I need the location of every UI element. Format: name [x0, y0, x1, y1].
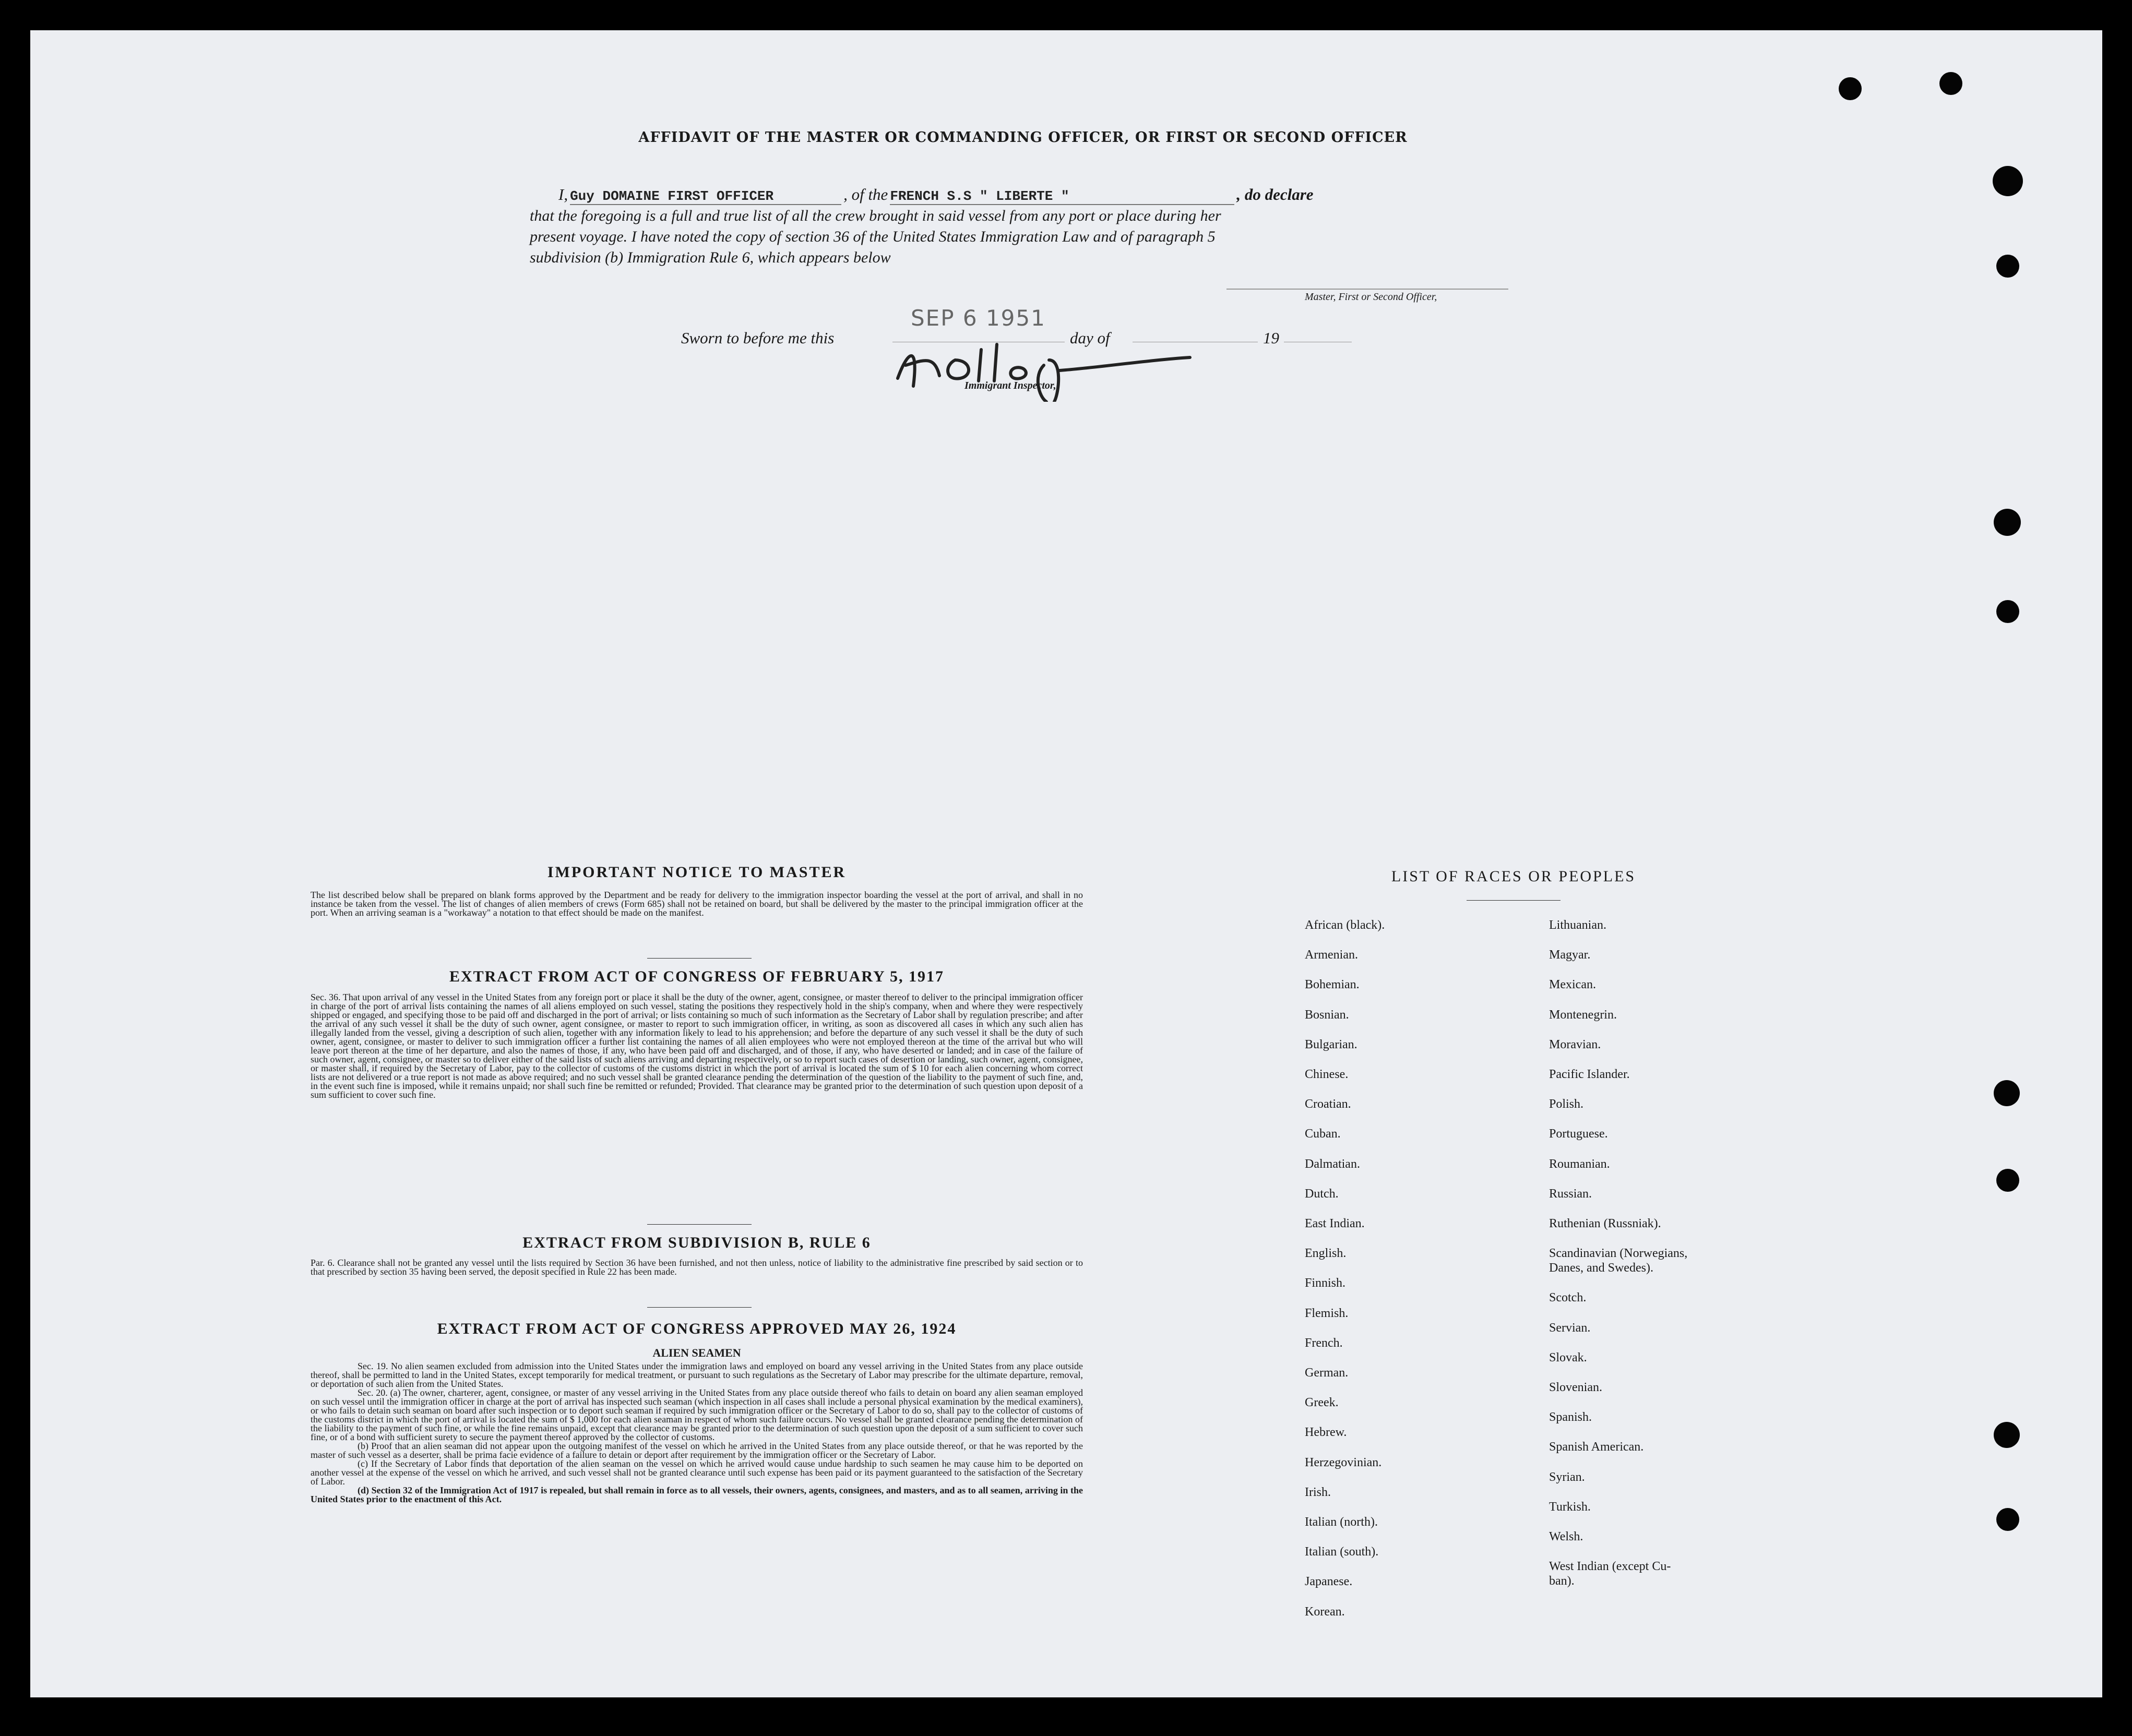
race-item: Italian (south).	[1305, 1545, 1379, 1559]
year-prefix: 19	[1263, 329, 1279, 347]
punch-hole	[1939, 72, 1962, 95]
notice-heading: IMPORTANT NOTICE TO MASTER	[547, 864, 847, 881]
race-item: Spanish American.	[1549, 1440, 1644, 1454]
races-heading: LIST OF RACES OR PEOPLES	[1391, 868, 1636, 885]
race-item: Ruthenian (Russniak).	[1549, 1217, 1661, 1230]
divider	[647, 958, 752, 959]
race-item: Italian (north).	[1305, 1515, 1378, 1529]
race-item: English.	[1305, 1247, 1347, 1261]
race-item: Turkish.	[1549, 1500, 1591, 1514]
race-item: Danes, and Swedes).	[1549, 1261, 1653, 1275]
race-item: Dalmatian.	[1305, 1157, 1360, 1171]
race-item: Hebrew.	[1305, 1426, 1347, 1440]
notice-body: The list described below shall be prepared on blank forms approved by the Department and be ready for delivery to the immigration inspector boarding the vessel at the port of arrival, and shall in no instance be taken from the vessel. The list of changes of alien members of crews (Form 685) shall not be retained on board, but shall be delivered by the master to the principal immigration officer at the port. When an arriving seaman is a "workaway" a notation to that effect should be made on the manifest.	[311, 890, 1083, 918]
race-item: Bohemian.	[1305, 978, 1360, 992]
race-item: Russian.	[1549, 1187, 1592, 1201]
race-item: French.	[1305, 1336, 1343, 1350]
race-item: Slovak.	[1549, 1350, 1587, 1364]
race-item: Roumanian.	[1549, 1157, 1610, 1171]
officer-signature-line	[1226, 289, 1508, 290]
punch-hole	[1996, 1169, 2019, 1192]
race-item: Herzegovinian.	[1305, 1455, 1382, 1469]
affidavit-line4: subdivision (b) Immigration Rule 6, which appears below	[530, 249, 891, 266]
of-the-label: , of the	[843, 185, 888, 203]
punch-hole	[1994, 1422, 2020, 1448]
divider	[1467, 900, 1561, 901]
officer-title-label: Master, First or Second Officer,	[1305, 291, 1437, 303]
affidavit-line2: that the foregoing is a full and true list of all the crew brought in said vessel from any port or place during her	[530, 207, 1221, 224]
affidavit-line1	[558, 185, 1508, 206]
affidavit-title: AFFIDAVIT OF THE MASTER OR COMMANDING OFFICER, OR FIRST OR SECOND OFFICER	[638, 129, 1408, 146]
race-item: Bulgarian.	[1305, 1037, 1357, 1051]
extract-1924-heading: EXTRACT FROM ACT OF CONGRESS APPROVED MAY 26, 1924	[437, 1320, 957, 1337]
race-item: Moravian.	[1549, 1037, 1601, 1051]
race-item: Servian.	[1549, 1321, 1591, 1335]
race-item: Lithuanian.	[1549, 918, 1606, 932]
race-item: Portuguese.	[1549, 1127, 1608, 1141]
race-item: Scotch.	[1549, 1291, 1587, 1305]
punch-hole	[1994, 1080, 2020, 1106]
paragraph: (c) If the Secretary of Labor finds that deportation of the alien seaman on the vessel on which he arrived would cause undue hardship to such seamen he may cause him to be deported on another vessel at the expense of the vessel on which he arrived, and such vessel shall not be granted clearance until such expense has been paid or its payment guaranteed to the satisfaction of the Secretary of Labor.	[311, 1458, 1083, 1487]
do-declare-label: , do declare	[1236, 185, 1314, 203]
race-item: Flemish.	[1305, 1306, 1349, 1320]
rule6-heading: EXTRACT FROM SUBDIVISION B, RULE 6	[522, 1234, 871, 1251]
pronoun-i: I,	[558, 185, 568, 203]
race-item: German.	[1305, 1366, 1349, 1380]
race-item: Irish.	[1305, 1485, 1331, 1499]
affidavit-line3: present voyage. I have noted the copy of section 36 of the United States Immigration Law and of paragraph 5	[530, 228, 1216, 245]
date-stamp: SEP 6 1951	[911, 305, 1046, 331]
punch-hole	[1994, 509, 2021, 536]
extract-1917-body: Sec. 36. That upon arrival of any vessel in the United States from any foreign port or place it shall be the duty of the owner, agent, consignee, or master thereof to deliver to the principal immigration officer in charge of the port of arrival lists containing the names of all aliens employed on such vessel, stating the positions they respectively hold in the ship's company, when and where they were respectively shipped or engaged, and specifying those to be paid off and discharged in the port of arrival; or lists containing so much of such information as the Secretary of Labor shall by regulation prescribe; and after the arrival of any such vessel it shall be the duty of such owner, agent consignee, or master to report to such immigration officer, in writing, as soon as discovered all cases in which any such alien has illegally landed from the vessel, giving a description of such alien, together with any information likely to lead to his apprehension; and before the departure of any such vessel it shall be the duty of such owner, agent, consignee, or master to deliver to such immigration officer a further list containing the names of all alien employees who were not employed thereon at the time of the arrival but who will leave port thereon at the time of her departure, and also the names of those, if any, who have been paid off and discharged, and of those, if any, who have deserted or landed; and in case of the failure of such owner, agent, consignee, or master so to deliver either of the said lists of such aliens arriving and departing respectively, or so to report such cases of desertion or landing, such owner, agent, consignee, or master shall, if required by the Secretary of Labor, pay to the collector of customs of the customs district in which the port of arrival is located the sum of $ 10 for each alien concerning whom correct lists are not delivered or a true report is not made as above required; and no such vessel shall be granted clearance pending the determination of the question of the liability to the payment of such fine, and, in the event such fine is imposed, while it remains unpaid; nor shall such fine be remitted or refunded; Provided. That clearance may be granted prior to the determination of such question upon deposit of a sum sufficient to cover such fine.	[311, 992, 1083, 1100]
punch-hole	[1993, 166, 2023, 196]
race-item: ban).	[1549, 1574, 1575, 1588]
race-item: Dutch.	[1305, 1187, 1339, 1201]
punch-hole	[1839, 77, 1862, 100]
race-item: Japanese.	[1305, 1575, 1353, 1589]
alien-seamen-subheading: ALIEN SEAMEN	[652, 1346, 741, 1359]
paragraph: Sec. 20. (a) The owner, charterer, agent, consignee, or master of any vessel arriving in the United States from any place outside thereof who fails to detain on board any alien seaman employed on such vessel until the immigration officer in charge at the port of arrival has inspected such seaman (which inspection in all cases shall include a personal physical examination by the medical examiners), or who fails to detain such seaman on board after such inspection or to deport such seaman if required by such immigration officer or the Secretary of Labor to do so, shall pay to the collector of customs of the customs district in which the port of arrival is located the sum of $ 1,000 for each alien seaman in respect of whom such failure occurs. No vessel shall be granted clearance pending the determination of the liability to the payment of such fine, or while the fine remains unpaid, except that clearance may be granted prior to the determination of such question upon the deposit of a sum sufficient to cover such fine, or of a bond with sufficient surety to secure the payment thereof approved by the collector of customs.	[311, 1387, 1083, 1442]
punch-hole	[1996, 255, 2019, 278]
race-item: Pacific Islander.	[1549, 1068, 1630, 1081]
race-item: Magyar.	[1549, 948, 1591, 962]
race-item: Korean.	[1305, 1605, 1345, 1619]
paragraph: (d) Section 32 of the Immigration Act of 1917 is repealed, but shall remain in force as to all vessels, their owners, agents, consignees, and masters, and as to all seamen, arriving in the United States prior to the enactment of this Act.	[311, 1485, 1083, 1504]
race-item: Welsh.	[1549, 1530, 1583, 1543]
race-item: Montenegrin.	[1549, 1008, 1617, 1022]
race-item: Finnish.	[1305, 1276, 1346, 1290]
race-item: African (black).	[1305, 918, 1385, 932]
punch-hole	[1996, 600, 2019, 623]
race-item: Chinese.	[1305, 1068, 1349, 1081]
race-item: Bosnian.	[1305, 1008, 1349, 1022]
extract-1917-heading: EXTRACT FROM ACT OF CONGRESS OF FEBRUARY 5, 1917	[449, 968, 945, 985]
inspector-signature	[877, 329, 1242, 402]
race-item: Spanish.	[1549, 1410, 1592, 1424]
inspector-label: Immigrant Inspector,	[964, 380, 1056, 391]
race-item: Slovenian.	[1549, 1381, 1602, 1394]
day-of-label: day of	[1070, 329, 1110, 347]
divider	[647, 1224, 752, 1225]
sworn-text: Sworn to before me this	[681, 329, 835, 347]
typed-vessel-name: FRENCH S.S " LIBERTE "	[890, 188, 1234, 205]
race-item: Croatian.	[1305, 1097, 1351, 1111]
punch-hole	[1996, 1508, 2019, 1531]
divider	[647, 1307, 752, 1308]
race-item: West Indian (except Cu-	[1549, 1560, 1671, 1574]
rule6-body: Par. 6. Clearance shall not be granted any vessel until the lists required by Section 36 have been furnished, and not then unless, notice of liability to the administrative fine prescribed by said section or to that prescribed by section 35 having been served, the deposit specified in Rule 22 has been made.	[311, 1258, 1083, 1277]
race-item: Syrian.	[1549, 1470, 1585, 1484]
extract-1924-body	[311, 1362, 1083, 1504]
race-item: East Indian.	[1305, 1217, 1365, 1230]
paragraph: (b) Proof that an alien seaman did not appear upon the outgoing manifest of the vessel on which he arrived in the United States from any place outside thereof, or that he was reported by the master of such vessel as a deserter, shall be prima facie evidence of a failure to detain or deport after requirement by the immigration officer or the Secretary of Labor.	[311, 1441, 1083, 1460]
race-item: Mexican.	[1549, 978, 1596, 992]
race-item: Cuban.	[1305, 1127, 1341, 1141]
race-item: Greek.	[1305, 1396, 1339, 1410]
race-item: Polish.	[1549, 1097, 1584, 1111]
race-item: Armenian.	[1305, 948, 1358, 962]
race-item: Scandinavian (Norwegians,	[1549, 1247, 1688, 1261]
paragraph: Sec. 19. No alien seamen excluded from admission into the United States under the immigration laws and employed on board any vessel arriving in the United States from any place outside thereof, shall be permitted to land in the United States, except temporarily for medical treatment, or pursuant to such regulations as the Secretary of Labor may prescribe for the ultimate departure, removal, or deportation of such alien from the United States.	[311, 1361, 1083, 1389]
typed-officer-name: Guy DOMAINE FIRST OFFICER	[570, 188, 841, 205]
